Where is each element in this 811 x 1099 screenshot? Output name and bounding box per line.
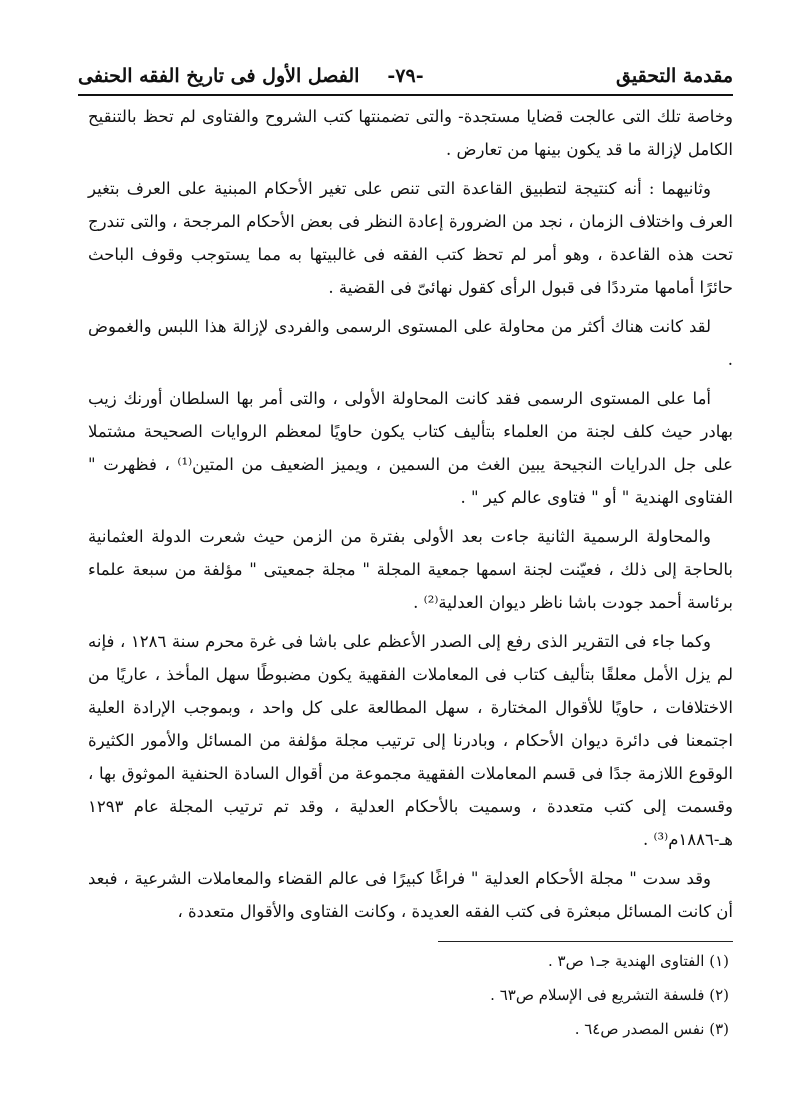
paragraph-6: وكما جاء فى التقرير الذى رفع إلى الصدر الأعظم على باشا فى غرة محرم سنة ١٢٨٦ ، فإنه لم يزل الأمل معلقًا بتأليف كتاب فى المعاملات الفقهية يكون مضبوطًا سهل المأخذ ، عاريًا من الاختلافات ، حاويًا للأقوال المختارة ، سهل المطالعة على كل واحد ، وبموجب الإرادة العلية اجتمعنا فى دائرة ديوان الأحكام ، وبادرنا إلى ترتيب مجلة مؤلفة من المسائل والأمور الكثيرة الوقوع اللازمة جدًا فى قسم المعاملات الفقهية مجموعة من أقوال السادة الحنفية الموثوق بها ، وقسمت إلى كتب متعددة ، وسميت بالأحكام العدلية ، وقد تم ترتيب المجلة عام ١٢٩٣ هـ-١٨٨٦م⁽³⁾ . xyxy=(88,632,733,849)
paragraph-4: أما على المستوى الرسمى فقد كانت المحاولة الأولى ، والتى أمر بها السلطان أورنك زيب بهادر حيث كلف لجنة من العلماء بتأليف كتاب يكون حاويًا لمعظم الروايات الصحيحة مشتملا على جل الدرايات النجيحة يبين الغث من السمين ، ويميز الضعيف من المتين⁽¹⁾ ، فظهرت " الفتاوى الهندية " أو " فتاوى عالم كير " . xyxy=(88,389,733,507)
header-left-title: الفصل الأول فى تاريخ الفقه الحنفى xyxy=(78,65,360,87)
footnote-divider xyxy=(438,941,733,942)
header-right-title: مقدمة التحقيق xyxy=(616,65,733,87)
paragraph-7: وقد سدت " مجلة الأحكام العدلية " فراغًا كبيرًا فى عالم القضاء والمعاملات الشرعية ، فبعد أن كانت المسائل مبعثرة فى كتب الفقه العديدة ، وكانت الفتاوى والأقوال متعددة ، xyxy=(88,869,733,921)
page-number: -٧٩- xyxy=(387,65,424,87)
footnotes xyxy=(88,952,729,1054)
page-header xyxy=(78,60,733,96)
footnote-1: (١) الفتاوى الهندية جـ١ ص٣ . xyxy=(548,952,729,970)
paragraph-2: وثانيهما : أنه كنتيجة لتطبيق القاعدة التى تنص على تغير الأحكام المبنية على العرف بتغير العرف واختلاف الزمان ، نجد من الضرورة إعادة النظر فى بعض الأحكام المرجحة ، والتى تندرج تحت هذه القاعدة ، وهو أمر لم تحظ كتب الفقه فى غالبيتها به مما يستوجب وقوف الباحث حائرًا أمامها مترددًا فى قبول الرأى كقول نهائىّ فى القضية . xyxy=(88,179,733,297)
paragraph-3: لقد كانت هناك أكثر من محاولة على المستوى الرسمى والفردى لإزالة هذا اللبس والغموض . xyxy=(88,317,733,369)
paragraph-5: والمحاولة الرسمية الثانية جاءت بعد الأولى بفترة من الزمن حيث شعرت الدولة العثمانية بالحاجة إلى ذلك ، فعيّنت لجنة اسمها جمعية المجلة " مجلة جمعيتى " مؤلفة من سبعة علماء برئاسة أحمد جودت باشا ناظر ديوان العدلية⁽²⁾ . xyxy=(88,527,733,612)
body-text xyxy=(88,100,733,934)
footnote-2: (٢) فلسفة التشريع فى الإسلام ص٦٣ . xyxy=(490,986,729,1004)
footnote-3: (٣) نفس المصدر ص٦٤ . xyxy=(574,1020,729,1038)
paragraph-1: وخاصة تلك التى عالجت قضايا مستجدة- والتى تضمنتها كتب الشروح والفتاوى لم تحظ بالتنقيح الكامل لإزالة ما قد يكون بينها من تعارض . xyxy=(88,107,733,159)
